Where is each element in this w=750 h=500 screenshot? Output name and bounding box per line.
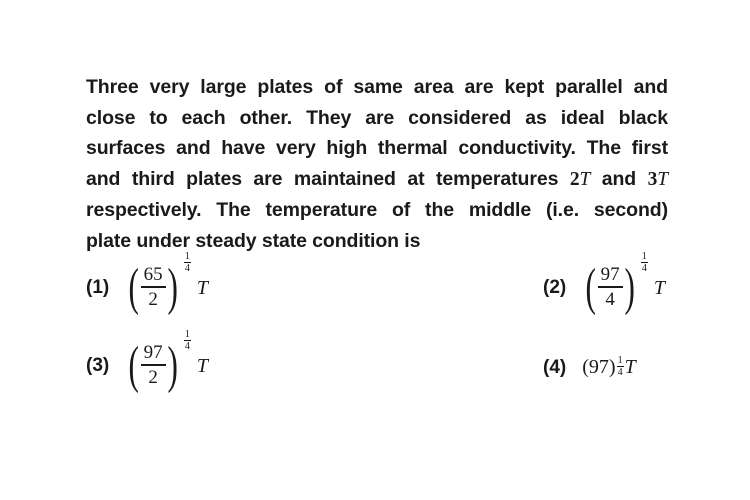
question-line-4 [86,164,668,196]
option-2-numerator: 97 [600,264,620,286]
question-text [86,72,668,256]
option-1-label: (1) [86,277,110,298]
option-1[interactable] [86,251,209,316]
option-3-exponent: 1 4 [184,329,190,352]
question-line-1: Three very large plates of same area are kept parallel and [86,76,668,98]
temp-coef-3: 3 [647,168,658,190]
temp-var-1: T [579,168,591,190]
option-2-denominator: 4 [605,288,615,310]
question-line-4-and: and [590,167,648,190]
option-3-numerator: 97 [143,342,163,364]
question-line-5: respectively. The temperature of the middle (i.e. second) [86,199,668,221]
question-line-2: close to each other. They are considered as ideal black [86,106,668,129]
temp-coef-2: 2 [569,168,580,190]
option-3-denominator: 2 [148,366,158,388]
option-2-exponent: 1 4 [641,251,647,274]
option-3[interactable] [86,329,209,394]
option-2-variable: T [653,276,666,299]
option-4-label: (4) [543,356,567,378]
option-4-expression [582,356,635,379]
question-line-3: surfaces and have very high thermal conductivity. The first [86,137,668,159]
option-1-numerator: 65 [143,264,163,286]
option-2[interactable] [543,251,666,316]
option-3-variable: T [196,354,209,377]
option-4[interactable] [543,356,636,379]
option-1-exponent: 1 4 [184,251,190,274]
option-1-denominator: 2 [148,288,158,310]
question-line-4-text: and third plates are maintained at temperatures [86,167,570,190]
option-1-variable: T [196,276,209,299]
option-4-exponent: $\frac{1}{4}$ [617,355,623,378]
option-3-label: (3) [86,355,110,376]
option-2-label: (2) [543,277,567,298]
option-2-expression: ( $\frac{97}{4}$ ) 1 4 [585,251,647,316]
option-3-expression: ( $\frac{97}{2}$ ) 1 4 [128,329,190,394]
question-line-6: plate under steady state condition is [86,229,421,252]
option-4-variable: T [624,356,636,378]
option-1-expression: ( $\frac{65}{2}$ ) 1 4 [128,251,190,316]
option-4-base: (97) [582,356,616,378]
temp-var-2: T [657,168,668,190]
